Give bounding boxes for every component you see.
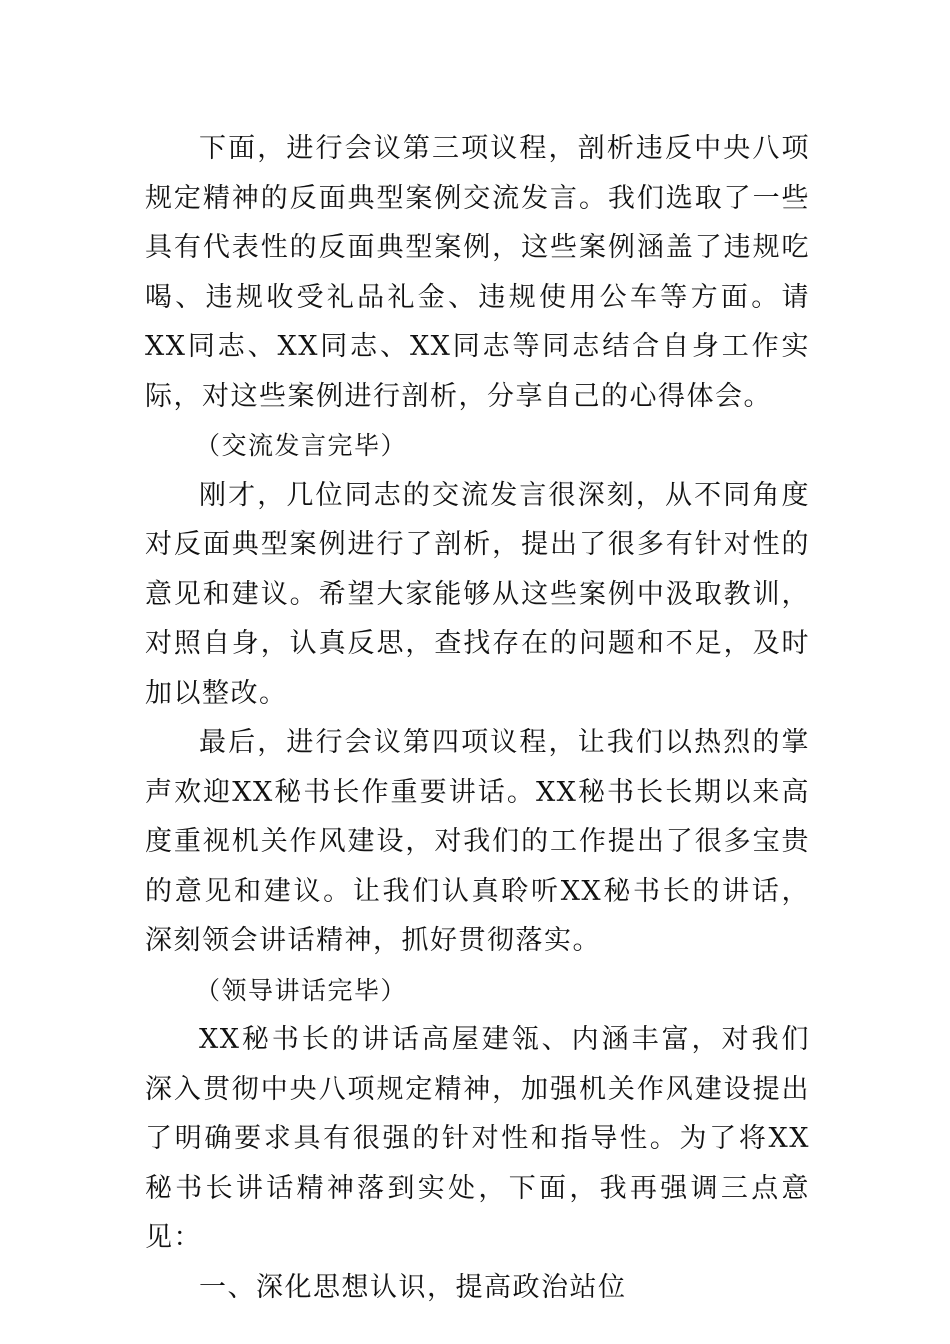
section-heading-one: 一、深化思想认识，提高政治站位 [199, 1271, 627, 1303]
paragraph-agenda-item-four: 最后，进行会议第四项议程，让我们以热烈的掌声欢迎XX秘书长作重要讲话。XX秘书长长期以来高度重视机关作风建设，对我们的工作提出了很多宝贵的意见和建议。让我们认真聆听XX秘书长的讲话，深刻领会讲话精神，抓好贯彻落实。 [145, 727, 810, 956]
document-body [145, 124, 810, 1312]
note-leader-speech-finished: （领导讲话完毕） [195, 975, 408, 1005]
note-exchange-finished: （交流发言完毕） [195, 431, 408, 460]
paragraph-exchange-summary: 刚才，几位同志的交流发言很深刻，从不同角度对反面典型案例进行了剖析，提出了很多有针对性的意见和建议。希望大家能够从这些案例中汲取教训，对照自身，认真反思，查找存在的问题和不足，及时加以整改。 [145, 479, 810, 709]
paragraph-agenda-item-three: 下面，进行会议第三项议程，剖析违反中央八项规定精神的反面典型案例交流发言。我们选取了一些具有代表性的反面典型案例，这些案例涵盖了违规吃喝、违规收受礼品礼金、违规使用公车等方面。请XX同志、XX同志、XX同志等同志结合自身工作实际，对这些案例进行剖析，分享自己的心得体会。 [145, 133, 810, 412]
paragraph-speech-summary: XX秘书长的讲话高屋建瓴、内涵丰富，对我们深入贯彻中央八项规定精神，加强机关作风建设提出了明确要求具有很强的针对性和指导性。为了将XX秘书长讲话精神落到实处，下面，我再强调三点意见： [145, 1024, 810, 1253]
